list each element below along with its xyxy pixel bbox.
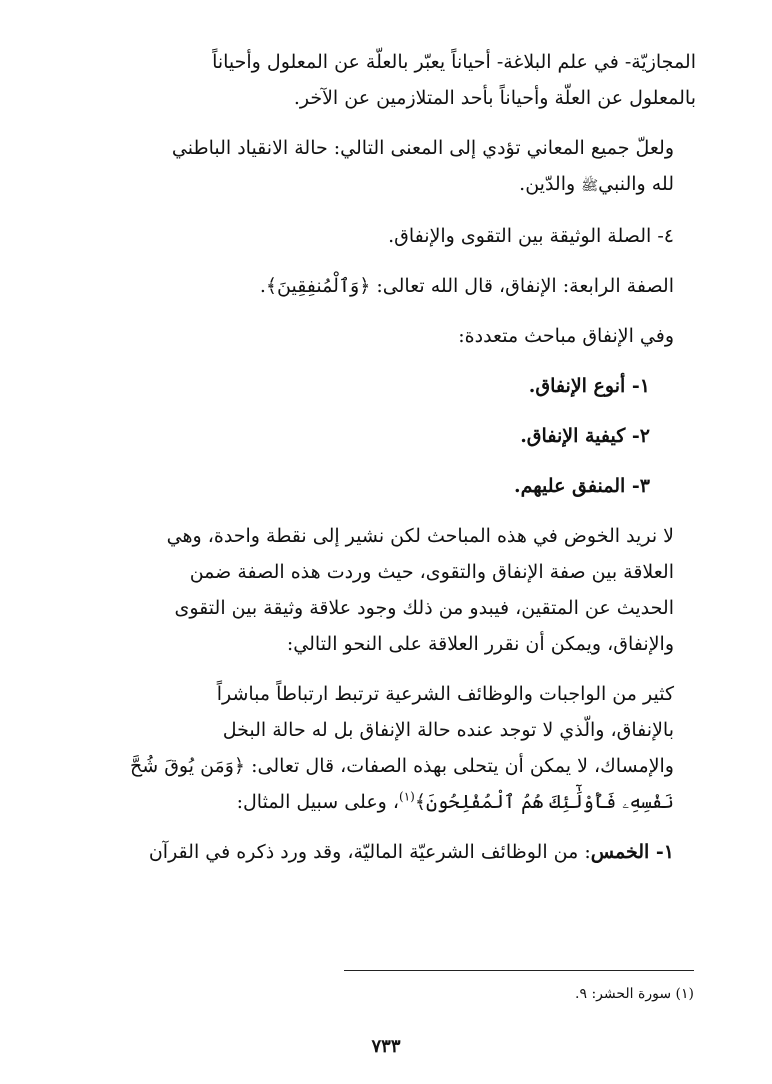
paragraph-5-line-3: الحديث عن المتقين، فيبدو من ذلك وجود علاقة وثيقة بين التقوى (174, 597, 674, 619)
footnote-divider (344, 970, 694, 971)
paragraph-3-text: الصفة الرابعة: الإنفاق، قال الله تعالى: (376, 275, 674, 297)
footnote-marker[interactable]: (١) (399, 789, 415, 804)
paragraph-1-line-1: المجازيّة- في علم البلاغة- أحياناً يعبّر بالعلّة عن المعلول وأحياناً (212, 51, 696, 73)
paragraph-2 (76, 130, 696, 204)
paragraph-5 (76, 518, 696, 662)
paragraph-5-line-2: العلاقة بين صفة الإنفاق والتقوى، حيث وردت هذه الصفة ضمن (189, 561, 674, 583)
paragraph-3-end: . (259, 275, 266, 297)
paragraph-2-line-2 (76, 166, 696, 204)
quran-verse-munfiqin: ﴿وَٱلْمُنفِقِينَ﴾ (265, 275, 371, 297)
quran-verse-part-2: نَفْسِهِۦ فَأُوْلَٰٓئِكَ هُمُ ٱلْمُفْلِحُونَ﴾ (414, 791, 674, 813)
salawat-symbol: ﷺ (581, 178, 599, 194)
paragraph-6-text-b: ، وعلى سبيل المثال: (236, 791, 400, 813)
paragraph-6-text-a: والإمساك، لا يمكن أن يتحلى بهذه الصفات، قال تعالى: (251, 755, 674, 777)
paragraph-5-line-4: والإنفاق، ويمكن أن نقرر العلاقة على النحو التالي: (286, 633, 674, 655)
paragraph-6-line-1: كثير من الواجبات والوظائف الشرعية ترتبط ارتباطاً مباشراً (216, 683, 674, 705)
paragraph-2-text-a: لله والنبي (598, 173, 674, 195)
paragraph-3 (76, 268, 696, 304)
paragraph-1-line-2: بالمعلول عن العلّة وأحياناً بأحد المتلازمين عن الآخر. (293, 87, 696, 109)
paragraph-6-line-3 (76, 748, 696, 784)
section-heading-4: ٤- الصلة الوثيقة بين التقوى والإنفاق. (388, 225, 674, 247)
paragraph-7 (76, 834, 696, 870)
page-body (76, 44, 696, 884)
list-item-1: ١- أنوع الإنفاق. (528, 375, 650, 397)
footnote: (١) سورة الحشر: ٩. (575, 986, 694, 1002)
quran-verse-part-1: ﴿وَمَن يُوقَ شُحَّ (129, 755, 246, 777)
list-item-3: ٣- المنفق عليهم. (514, 475, 650, 497)
paragraph-6-line-4 (76, 784, 696, 820)
paragraph-1 (76, 44, 696, 116)
paragraph-4: وفي الإنفاق مباحث متعددة: (458, 325, 674, 347)
paragraph-6-line-2: بالإنفاق، والّذي لا توجد عنده حالة الإنفاق بل له حالة البخل (222, 719, 674, 741)
paragraph-5-line-1: لا نريد الخوض في هذه المباحث لكن نشير إلى نقطة واحدة، وهي (166, 525, 674, 547)
khums-label: ١- الخمس (590, 841, 674, 863)
paragraph-6 (76, 676, 696, 820)
page-number: ٧٣٣ (371, 1036, 401, 1057)
list-item-2: ٢- كيفية الإنفاق. (520, 425, 650, 447)
paragraph-2-line-1: ولعلّ جميع المعاني تؤدي إلى المعنى التالي: حالة الانقياد الباطني (171, 137, 674, 159)
paragraph-7-text: : من الوظائف الشرعيّة الماليّة، وقد ورد ذكره في القرآن (148, 841, 591, 863)
paragraph-2-text-b: والدّين. (519, 173, 576, 195)
